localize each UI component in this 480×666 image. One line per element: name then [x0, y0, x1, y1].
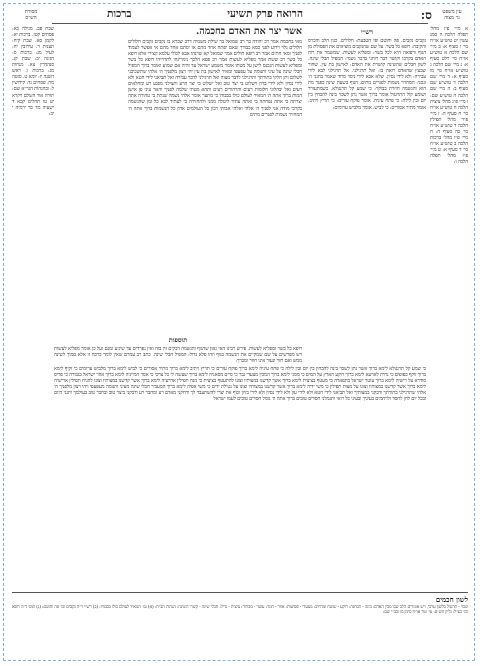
- header-divider: [52, 23, 428, 24]
- footnotes-text: שכוי - תרנגול בלשון ערבי, ויש אומרים הלב שבו מבין האדם: בינה - הבחנה: רוקע - שוטח ומרחיב: מצעדי - פסיעות: אוזר - חוגר: עוטר - מכתיר: ציצית - גדיל: חבלי שינה - קשרי השינה: הגהות הב״ח: (א) גמ׳ המאיר לעולם כולו בכבודו: (ב) רש״י ד״ה נקבים וכו׳ פה וחוטם: (ג) תוס׳ ד״ה רופא וכו׳ כצ״ל: גליון הש״ס: עי׳ טור או״ח סימן מו ובב״י שם:: [12, 605, 468, 616]
- tosafot-title: תוספות: [168, 336, 188, 344]
- masoret-text: שבת פב. מגילה כא: פסחים קטז. ברכות יא: לקמן סא. שבת קיח: תענית ד. עירובין יח: לעיל מג: ברכות ס: חגיגה יב: שבת קנ. סנהדרין צא. מנחות מג: ברכות ו. ראש השנה יז: יומא ט. סוטה מח. פסחים נד: קידושין ל: ובהגהות הגר״א שם: תורה אור השלם ויקרא יט טו תהלים קכא ד ישעיה מד כד ירמיה י יב:: [12, 26, 54, 117]
- chapter-title: הרואה פרק תשיעי: [227, 8, 303, 20]
- talmud-page: [12, 8, 468, 656]
- commentary-text: כי שמע קל תרנגולא לימא ברוך אשר נתן לשכוי בינה להבחין בין יום ובין לילה כי פתח עיניה לימא ברוך פוקח עורים כי תריץ ויתיב לימא ברוך מתיר אסורים כי לביש לימא ברוך מלביש ערומים כי זקיף לימא ברוך זוקף כפופים כי נחית לארעא לימא ברוך רוקע הארץ על המים כי מסגי לימא ברוך המכין מצעדי גבר כי סיים מסאניה לימא ברוך שעשה לי כל צרכי כי אסר המייניה לימא ברוך אוזר ישראל בגבורה כי פריס סודרא על רישיה לימא ברוך עוטר ישראל בתפארה כי מעטף בציצית לימא ברוך אשר קדשנו במצותיו וצונו להתעטף בציצית כי מנח תפילין אדרעיה לימא ברוך אשר קדשנו במצותיו וצונו להניח תפילין ארישיה לימא ברוך אשר קדשנו במצותיו וצונו על מצות תפילין כי משי ידיה לימא ברוך אשר קדשנו במצותיו וצונו על נטילת ידים כי משי אפיה לימא ברוך המעביר חבלי שינה מעיני ותנומה מעפעפי ויהי רצון מלפניך ה׳ אלהי שתרגילני בתורתך ודבקני במצותיך ואל תביאני לידי חטא ולא לידי עון ולא לידי נסיון ולא לידי בזיון וכוף את יצרי להשתעבד לך ורחקני מאדם רע ומחבר רע ודבקני ביצר טוב ובחבר טוב בעולמך ותנני היום ובכל יום לחן לחסד ולרחמים בעיניך ובעיני כל רואי ותגמלני חסדים טובים ברוך אתה ה׳ גומל חסדים טובים לעמו ישראל: [54, 366, 426, 403]
- rashi-column: [308, 26, 426, 366]
- gemara-text: מאי בחכמה אמר רב יהודה בר רב שמואל בר שילת משמיה דרב שברא בו נקבים נקבים חלולים חלולים גלוי וידוע לפני כסא כבודך שאם יפתח אחד מהם או יסתם אחד מהם אי אפשר לעמוד לפניך ומאי חתים אמר רב רופא חולים אמר שמואל קא שוינהו אבא לכולי עלמא קצירי אלא רופא כל בשר רב ששת אמר מפליא לעשות אמר רב פפא הלכך נימרינהו לתרוייהו רופא כל בשר ומפליא לעשות הנכנס לישן על מטתו אומר משמע ישראל עד והיה אם שמוע ואומר ברוך המפיל חבלי שינה על עיני ותנומה על עפעפי ומאיר לאישון בת עין יהי רצון מלפניך ה׳ אלהי שתשכיבני לשלום ותן חלקי בתורתך ותרגילני לדבר מצוה ואל תרגילני לדבר עבירה ואל תביאני לידי חטא ולא לידי נסיון ולא לידי בזיון וישלוט בי יצר טוב ואל ישלוט בי יצר הרע ותצילני מפגע רע ומחלאים רעים ואל יבהלוני חלומות רעים והרהורים רעים ותהא מטתי שלמה לפניך והאר עיני פן אישן המות ברוך אתה ה׳ המאיר לעולם כולו בכבודו כי מתער אומר אלהי נשמה שנתת בי טהורה אתה יצרתה בי אתה נפחתה בי ואתה עתיד ליטלה ממני ולהחזירה בי לעתיד לבא כל זמן שהנשמה בקרבי מודה אני לפניך ה׳ אלהי ואלהי אבותי רבון כל העולמים אדון כל הנשמות ברוך אתה ה׳ המחזיר נשמות לפגרים מתים: [128, 39, 302, 118]
- ein-mishpat-label: עין משפט נר מצוה: [442, 9, 462, 21]
- rashi-title: רש״י: [361, 28, 373, 36]
- commentary-block: [54, 366, 426, 588]
- masoret-column: [12, 26, 54, 586]
- ein-mishpat-text: א מיי׳ פ״ז מהל׳ תפלה הלכה ה סמג עשין יט טוש״ע או״ח סי׳ ו סעיף א: ב מיי׳ שם הלכה א טוש״ע או״ח סי׳ רלט סעיף א: ג מיי׳ שם הלכה ג טוש״ע או״ח סי׳ מו סעיף א: ד מיי׳ שם הלכה ד טוש״ע שם סעיף ב: ה מיי׳ שם הלכה ה טוש״ע שם: ו מיי׳ פ״ג מהל׳ ציצית הלכה ח טוש״ע או״ח סי׳ ח סעיף ה: ז מיי׳ פ״ד מהל׳ תפילין הלכה ד טוש״ע או״ח סי׳ כה סעיף ה: ח מיי׳ פ״ו מהל׳ ברכות הלכה ב טוש״ע או״ח סי׳ ד סעיף א: ט מיי׳ פ״ז מהל׳ תפלה הלכה ו:: [430, 26, 468, 166]
- rashi-text: נקבים נקבים. פה וחוטם ופי הטבעת: חלולים. כגון הלב והכרס והקיבה: רופא כל בשר. על שם שהנקבים מוציאים את הפסולת מן הגוף ורפואה היא לכל בשר: ומפליא לעשות. שמשמר את רוח האדם בקרבו וקושר דבר רוחני בדבר גשמי: המפיל חבלי שינה. לשון חבלים שהשינה קושרת את האדם: לאישון בת עין. שחור שבעין שהאדם רואה בו: ואל תרגילני. אל תרגילני לבא לידי עבירה: ולא לידי נסיון. שלא אבא לידי ניסוי כדוד שאמר בחנני ה׳ ונסני: המחזיר נשמות לפגרים מתים. הגוף בשעת שינה כפגר מת הוא והנשמה חוזרת בבוקר: כי שמע קל תרנגולא. כשמתעורר ושומע קול התרנגול אומר ברוך אשר נתן לשכוי בינה להבחין בין יום ובין לילה: כי פתח עיניה. אומר פוקח עורים: כי תריץ ויתיב. אומר מתיר אסורים: כי לביש. אומר מלביש ערומים:: [308, 38, 426, 111]
- footnotes-section: [12, 592, 468, 655]
- folio-number: ס:: [420, 8, 432, 22]
- gemara-opening: אשר יצר את האדם בחכמה.: [195, 26, 302, 37]
- ein-mishpat-column: [430, 26, 468, 586]
- gemara-column: [128, 26, 302, 332]
- page-header: [12, 8, 468, 24]
- masoret-label: מסורת הש״ס: [24, 9, 38, 21]
- tosafot-column: [54, 334, 302, 364]
- tractate-title: ברכות: [107, 8, 132, 20]
- footnotes-title: לשון חכמים: [435, 595, 468, 604]
- tosafot-text: רופא כל בשר ומפליא לעשות. פירש רבינו האי גאון שהגוף והנשמה דבקים זה בזה ואין נפרדים עד שיגיע זמנם ועל כן אומר מפליא לעשות ויש מפרשים על שם שמקיים את הנשמה בגוף וזהו פלא גדול: המפיל חבלי שינה. כתב רב עמרם שאין לומר ברכה זו אלא סמוך לשינה ממש ואם חזר ונעור אינו חוזר ומברך:: [54, 346, 302, 364]
